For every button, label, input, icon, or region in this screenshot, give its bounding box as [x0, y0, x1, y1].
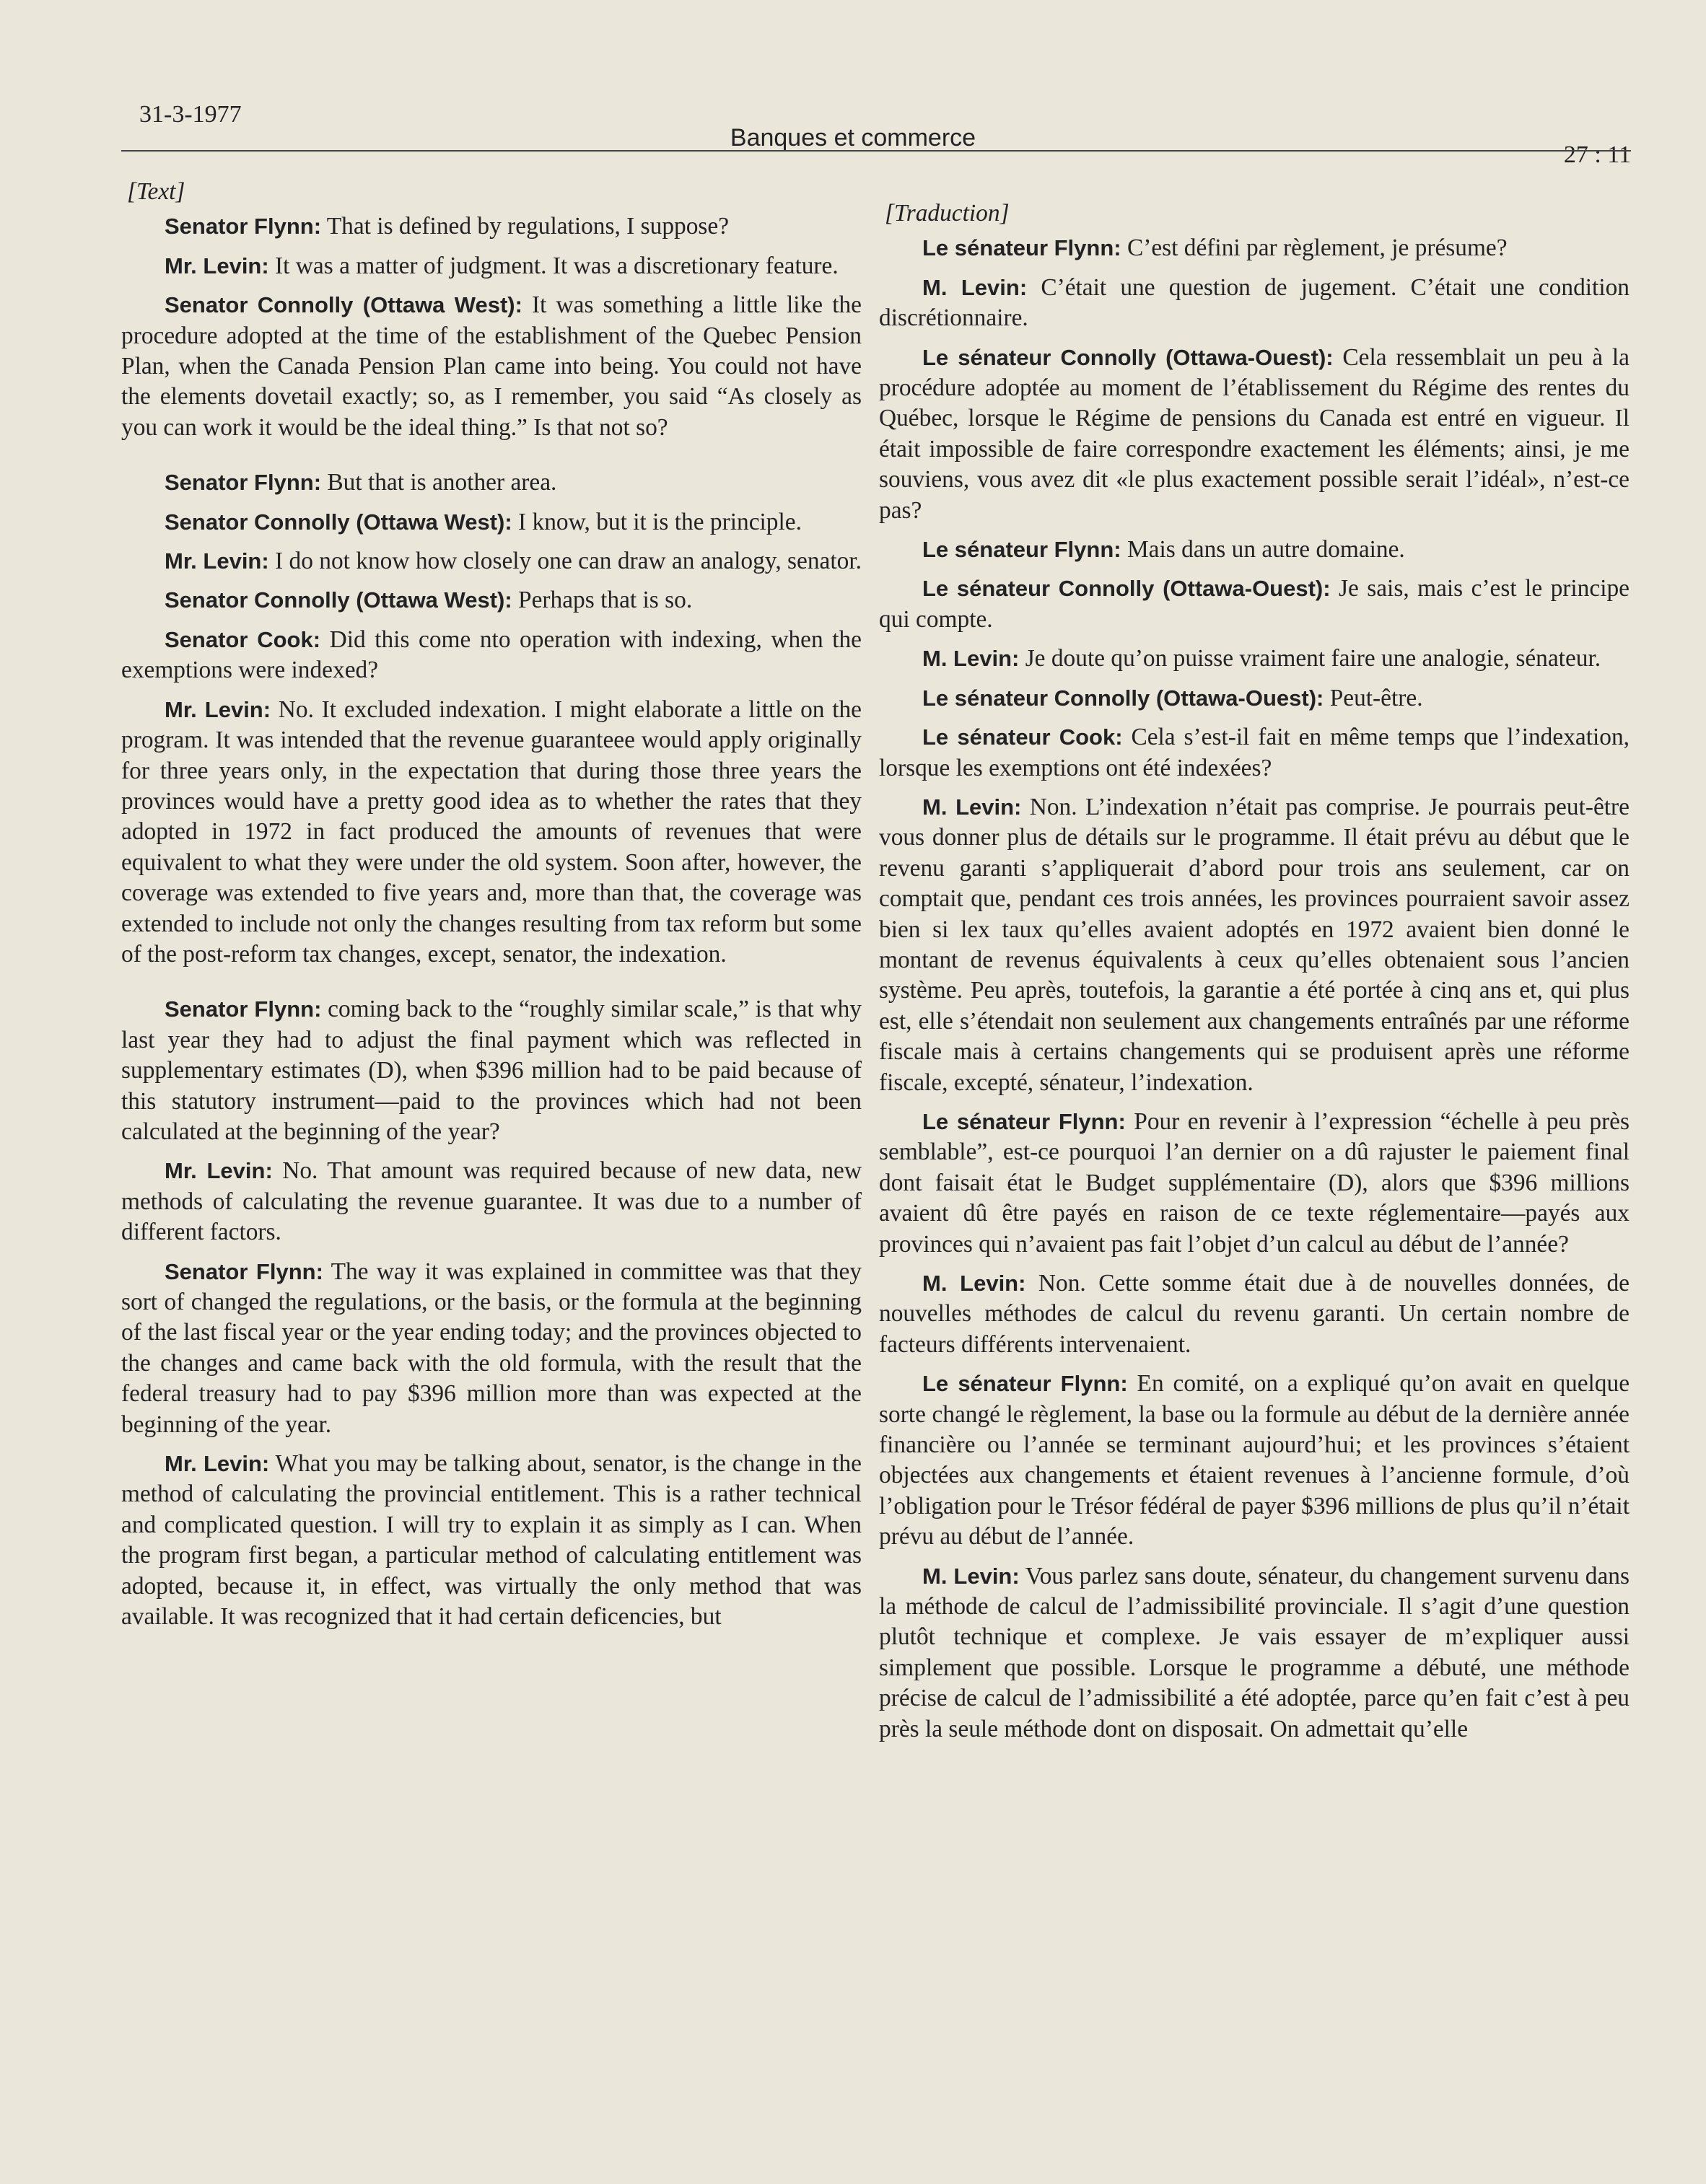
speech-text: Pour en revenir à l’expression “échelle à peu près semblable”, est-ce pourquoi l’an dernier on a dû rajuster le paiement final dont faisait état le Budget supplémentaire (D), alors que $396 millions avaient dû être payés en raison de ce texte réglementaire—payés aux provinces qui n’avaient pas fait l’objet d’un calcul au début de l’année? — [879, 1108, 1630, 1258]
speech-text: No. It excluded indexation. I might elaborate a little on the program. It was intended that the revenue guaranteee would apply originally for three years only, in the expectation that during those three years the provinces would have a pretty good idea as to whether the rates that they adopted in 1972 in fact produced the amounts of revenues that were equivalent to what they were under the old system. Soon after, however, the coverage was extended to five years and, more than that, the coverage was extended to include not only the changes resulting from tax reform but some of the post-reform tax changes, except, senator, the indexation. — [121, 696, 862, 968]
paragraph — [121, 1156, 862, 1247]
paragraph — [121, 546, 862, 576]
paragraph — [879, 343, 1630, 526]
speaker-name: M. Levin: — [922, 794, 1022, 820]
speech-text: C’est défini par règlement, je présume? — [1121, 234, 1508, 262]
speaker-name: Le sénateur Flynn: — [922, 235, 1121, 261]
speaker-name: Le sénateur Connolly (Ottawa-Ouest): — [922, 576, 1331, 602]
speaker-name: Mr. Levin: — [165, 1451, 270, 1477]
speech-text: coming back to the “roughly similar scale,” is that why last year they had to adjust the final payment which was reflected in supplementary estimates (D), when $396 million had to be paid because of this statutory instrument—paid to the provinces which had not been calculated at the beginning of the year? — [121, 996, 862, 1145]
paragraph — [879, 233, 1630, 263]
paragraph — [121, 251, 862, 281]
paragraph — [879, 644, 1630, 674]
speaker-name: Le sénateur Connolly (Ottawa-Ouest): — [922, 685, 1324, 711]
paragraph — [121, 994, 862, 1147]
speaker-name: Senator Cook: — [165, 626, 321, 652]
speaker-name: Mr. Levin: — [165, 253, 269, 279]
speaker-name: Senator Connolly (Ottawa West): — [165, 509, 512, 535]
paragraph — [121, 290, 862, 443]
speaker-name: Senator Flynn: — [165, 1258, 323, 1284]
speech-text: It was a matter of judgment. It was a discretionary feature. — [268, 252, 839, 279]
speech-text: C’était une question de jugement. C’était une condition discrétionnaire. — [879, 273, 1630, 332]
paragraph — [879, 1107, 1630, 1260]
paragraph — [879, 683, 1630, 714]
speech-text: Non. Cette somme était due à de nouvelles données, de nouvelles méthodes de calcul du revenu garanti. Un certain nombre de facteurs différents intervenaient. — [879, 1270, 1630, 1358]
paragraph — [879, 1561, 1630, 1745]
speaker-name: Senator Flynn: — [165, 470, 322, 496]
speaker-name: M. Levin: — [922, 646, 1020, 672]
paragraph — [879, 792, 1630, 1098]
header-date: 31-3-1977 — [139, 101, 242, 128]
speaker-name: Senator Connolly (Ottawa West): — [165, 292, 522, 318]
header-page-number: 27 : 11 — [1563, 141, 1631, 168]
paragraph — [121, 1449, 862, 1632]
header-rule — [121, 150, 1631, 152]
speech-text: En comité, on a expliqué qu’on avait en quelque sorte changé le règlement, la base ou la formule au début de la dernière année financière ou l’année se terminant aujourd’hui; et les provinces s’étaient objectées aux changements et étaient revenues à l’ancienne formule, d’où l’obligation pour le Trésor fédéral de payer $396 millions de plus qu’il n’était prévu au début de l’année. — [879, 1370, 1630, 1551]
speech-text: I know, but it is the principle. — [512, 508, 802, 535]
right-section-marker: [Traduction] — [885, 200, 1010, 227]
speech-text: Perhaps that is so. — [512, 587, 693, 614]
header-title: Banques et commerce — [730, 124, 976, 152]
speech-text: What you may be talking about, senator, is the change in the method of calculating the provincial entitlement. This is a rather technical and complicated question. I will try to explain it as simply as I can. When the program first began, a particular method of calculating entitlement was adopted, because it, in effect, was virtually the only method that was available. It was recognized that it had certain deficencies, but — [121, 1450, 862, 1631]
speech-text: Peut-être. — [1324, 684, 1423, 711]
speaker-name: M. Levin: — [922, 1563, 1020, 1589]
speech-text: No. That amount was required because of new data, new methods of calculating the revenue guarantee. It was due to a number of different factors. — [121, 1157, 862, 1246]
speaker-name: Senator Connolly (Ottawa West): — [165, 587, 512, 613]
speaker-name: M. Levin: — [922, 1271, 1026, 1296]
speech-text: Cela ressemblait un peu à la procédure adoptée au moment de l’établissement du Régime des rentes du Québec, lorsque le Régime de pensions du Canada est entré en vigueur. Il était impossible de faire correspondre exactement les éléments; ainsi, je me souviens, vous avez dit «le plus exactement possible serait l’idéal», n’est-ce pas? — [879, 343, 1630, 524]
right-column-french — [879, 198, 1630, 1753]
paragraph — [121, 507, 862, 538]
paragraph — [879, 574, 1630, 635]
paragraph — [121, 211, 862, 242]
speaker-name: Mr. Levin: — [165, 1158, 273, 1184]
speech-text: Je sais, mais c’est le principe qui compte. — [879, 575, 1630, 633]
speech-text: Cela s’est-il fait en même temps que l’indexation, lorsque les exemptions ont été indexées? — [879, 724, 1630, 781]
paragraph — [879, 722, 1630, 784]
paragraph — [879, 1268, 1630, 1360]
paragraph — [879, 535, 1630, 565]
left-column-english — [121, 177, 862, 1641]
speech-text: Non. L’indexation n’était pas comprise. Je pourrais peut-être vous donner plus de détails sur le programme. Il était prévu au début que le revenu garanti s’appliquerait d’abord pour trois ans seulement, car on comptait que, pendant ces trois années, les provinces pourraient savoir assez bien si lex taux qu’elles avaient adoptés en 1972 avaient bien donné le montant de revenus équivalents à ceux qu’elles obtenaient sous l’ancien système. Peu après, toutefois, la garantie a été portée à cinq ans et, qui plus est, elle s’étendait non seulement aux changements entraînés par une réforme fiscale mais à certains changements qui se produisent après une réforme fiscale, excepté, sénateur, l’indexation. — [879, 793, 1630, 1096]
speaker-name: Le sénateur Flynn: — [922, 1108, 1126, 1134]
paragraph — [879, 1369, 1630, 1552]
paragraph — [879, 273, 1630, 334]
speaker-name: M. Levin: — [922, 274, 1028, 300]
paragraph — [121, 1257, 862, 1440]
speech-text: I do not know how closely one can draw an analogy, senator. — [268, 548, 862, 575]
speech-text: Did this come nto operation with indexing, when the exemptions were indexed? — [121, 626, 862, 684]
speech-text: That is defined by regulations, I suppose? — [321, 213, 730, 240]
left-section-marker: [Text] — [127, 178, 185, 205]
speech-text: Mais dans un autre domaine. — [1121, 536, 1405, 563]
speaker-name: Mr. Levin: — [165, 548, 269, 574]
speech-text: Je doute qu’on puisse vraiment faire une analogie, sénateur. — [1019, 645, 1601, 672]
speaker-name: Mr. Levin: — [165, 696, 271, 722]
speech-text: Vous parlez sans doute, sénateur, du changement survenu dans la méthode de calcul de l’admissibilité provinciale. Il s’agit d’une question plutôt technique et complexe. Je vais essayer de m’expliquer aussi simplement que possible. Lorsque le programme a débuté, une méthode précise de calcul de l’admissibilité a été adoptée, parce qu’en fait c’est à peu près la seule méthode dont on disposait. On admettait qu’elle — [879, 1562, 1630, 1742]
paragraph — [121, 468, 862, 498]
speaker-name: Le sénateur Connolly (Ottawa-Ouest): — [922, 344, 1334, 370]
speaker-name: Senator Flynn: — [165, 996, 322, 1022]
paragraph — [121, 625, 862, 686]
speaker-name: Le sénateur Flynn: — [922, 537, 1121, 563]
paragraph — [121, 585, 862, 615]
paragraph — [121, 695, 862, 970]
speech-text: The way it was explained in committee was that they sort of changed the regulations, or the basis, or the formula at the beginning of the last fiscal year or the year ending today; and the provinces objected to the changes and came back with the old formula, with the result that the federal treasury had to pay $396 million more than was expected at the beginning of the year. — [121, 1258, 862, 1438]
speaker-name: Le sénateur Cook: — [922, 724, 1123, 750]
speech-text: But that is another area. — [321, 469, 557, 496]
speaker-name: Le sénateur Flynn: — [922, 1371, 1128, 1397]
speaker-name: Senator Flynn: — [165, 214, 322, 240]
speech-text: It was something a little like the procedure adopted at the time of the establishment of the Quebec Pension Plan, when the Canada Pension Plan came into being. You could not have the elements dovetail exactly; so, as I remember, you said “As closely as you can work it would be the ideal thing.” Is that not so? — [121, 291, 862, 441]
